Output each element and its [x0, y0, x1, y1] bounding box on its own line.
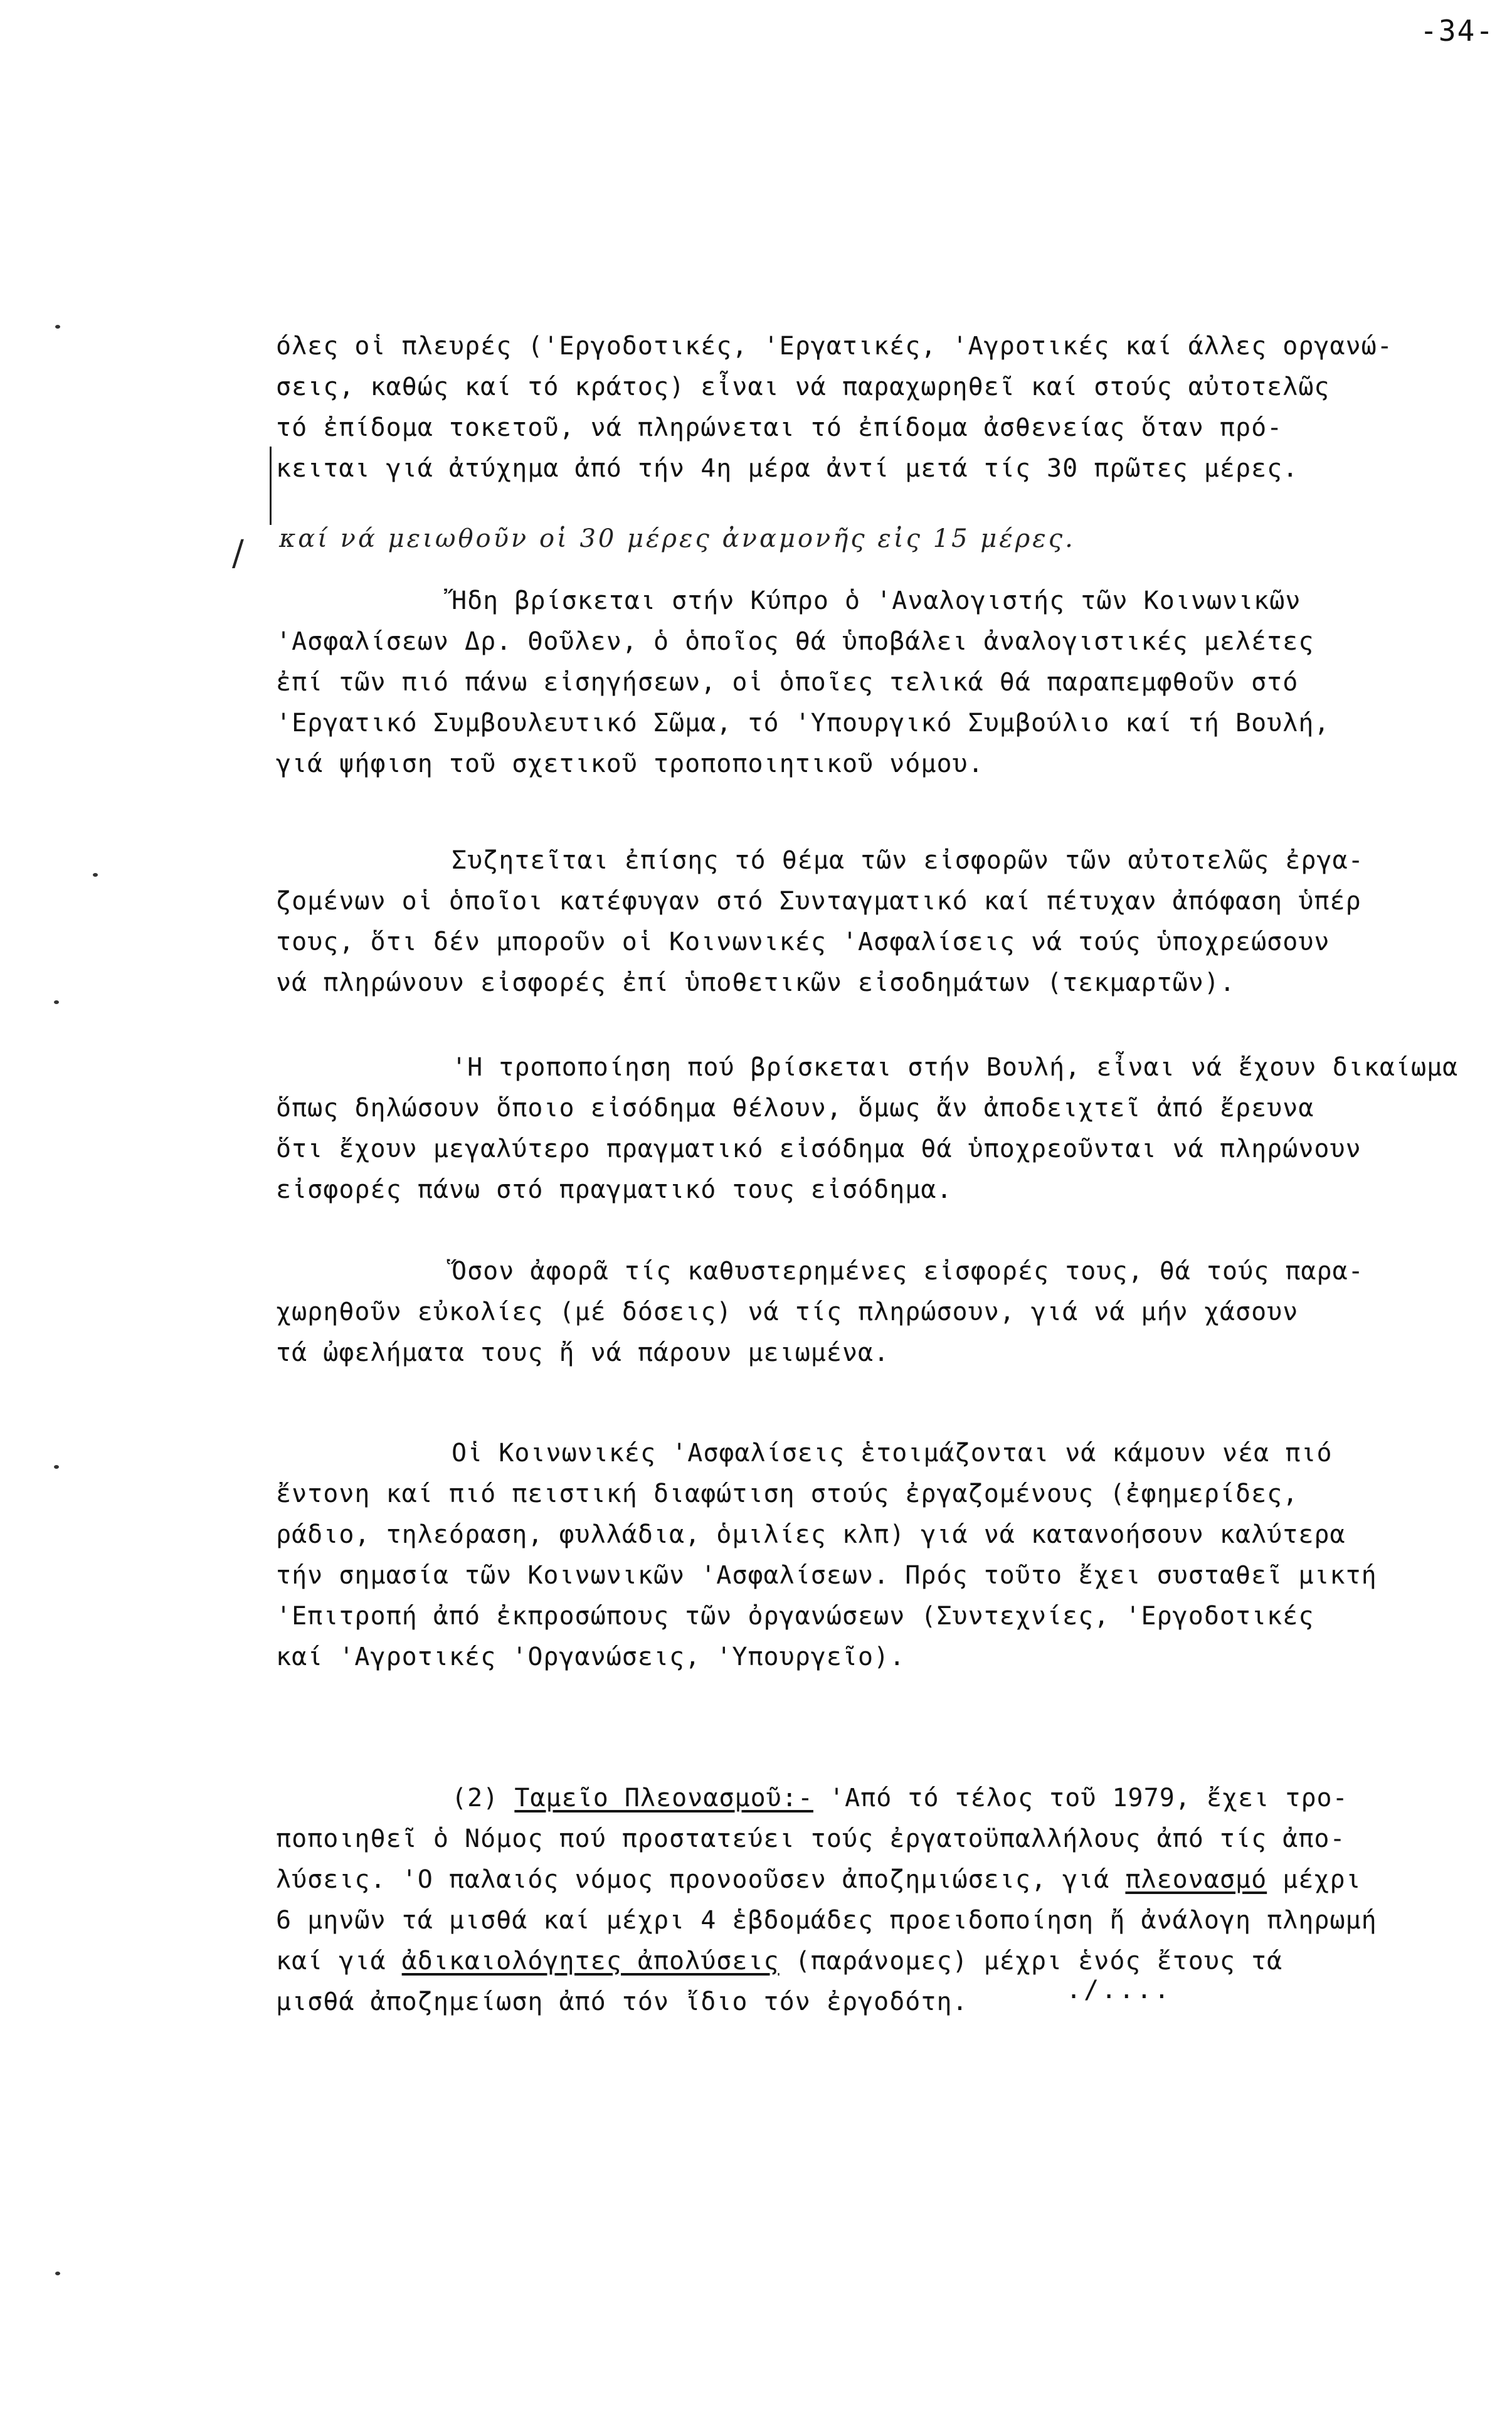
text-line: σεις, καθώς καί τό κράτος) εἶναι νά παραχωρηθεῖ καί στούς αὐτοτελῶς — [276, 373, 1330, 401]
text-line: τά ὠφελήματα τους ἤ νά πάρουν μειωμένα. — [276, 1338, 890, 1367]
paragraph-7 — [276, 1778, 1405, 2023]
paragraph-3 — [276, 840, 1405, 1003]
text-line: ζομένων οἱ ὁποῖοι κατέφυγαν στό Συνταγματικό καί πέτυχαν ἀπόφαση ὑπέρ — [276, 887, 1361, 916]
text-line: Οἱ Κοινωνικές 'Ασφαλίσεις ἑτοιμάζονται νά κάμουν νέα πιό — [452, 1439, 1333, 1468]
text-line: τους, ὅτι δέν μποροῦν οἱ Κοινωνικές 'Ασφαλίσεις νά τούς ὑποχρεώσουν — [276, 928, 1330, 956]
scan-speck — [55, 325, 60, 329]
text-line: Ὅσον ἀφορᾶ τίς καθυστερημένες εἰσφορές τους, θά τούς παρα- — [452, 1257, 1364, 1286]
text-line: 'Η τροποποίηση πού βρίσκεται στήν Βουλή, εἶναι νά ἔχουν δικαίωμα — [452, 1053, 1459, 1082]
margin-slash-mark: / — [232, 533, 244, 574]
text-line — [276, 1941, 1405, 1982]
scan-speck — [93, 873, 98, 877]
text-line: εἰσφορές πάνω στό πραγματικό τους εἰσόδημα. — [276, 1175, 953, 1204]
text-line: κειται γιά ἀτύχημα ἀπό τήν 4η μέρα ἀντί μετά τίς 30 πρῶτες μέρες. — [276, 454, 1299, 483]
section-number: (2) — [452, 1784, 499, 1812]
text-line: νά πληρώνουν εἰσφορές ἐπί ὑποθετικῶν εἰσοδημάτων (τεκμαρτῶν). — [276, 968, 1236, 997]
text-segment: καί γιά — [276, 1947, 402, 1976]
text-line: τό ἐπίδομα τοκετοῦ, νά πληρώνεται τό ἐπίδομα ἀσθενείας ὅταν πρό- — [276, 413, 1283, 442]
text-line: ἔντονη καί πιό πειστική διαφώτιση στούς ἐργαζομένους (ἐφημερίδες, — [276, 1479, 1299, 1508]
scan-speck — [54, 1465, 59, 1469]
section-first-line: 'Από τό τέλος τοῦ 1979, ἔχει τρο- — [829, 1784, 1348, 1812]
text-line: ἐπί τῶν πιό πάνω εἰσηγήσεων, οἱ ὁποῖες τελικά θά παραπεμφθοῦν στό — [276, 668, 1299, 697]
paragraph-1 — [276, 326, 1405, 489]
text-line: τήν σημασία τῶν Κοινωνικῶν 'Ασφαλίσεων. Πρός τοῦτο ἔχει συσταθεῖ μικτή — [276, 1561, 1377, 1590]
section-heading: Ταμεῖο Πλεονασμοῦ:- — [514, 1784, 813, 1812]
text-segment: μέχρι — [1267, 1865, 1361, 1894]
text-line: καί 'Αγροτικές 'Οργανώσεις, 'Υπουργεῖο). — [276, 1643, 906, 1671]
scan-speck — [54, 1000, 59, 1004]
text-line — [276, 1778, 1405, 1819]
text-line: 'Επιτροπή ἀπό ἐκπροσώπους τῶν ὀργανώσεων (Συντεχνίες, 'Εργοδοτικές — [276, 1602, 1314, 1631]
text-line: χωρηθοῦν εὐκολίες (μέ δόσεις) νά τίς πληρώσουν, γιά νά μήν χάσουν — [276, 1298, 1299, 1326]
text-line: Ἤδη βρίσκεται στήν Κύπρο ὁ 'Αναλογιστής τῶν Κοινωνικῶν — [452, 586, 1301, 615]
text-line: Συζητεῖται ἐπίσης τό θέμα τῶν εἰσφορῶν τῶν αὐτοτελῶς ἐργα- — [452, 846, 1364, 875]
text-line: 'Εργατικό Συμβουλευτικό Σῶμα, τό 'Υπουργικό Συμβούλιο καί τή Βουλή, — [276, 709, 1330, 738]
text-line — [276, 1860, 1405, 1900]
paragraph-6 — [276, 1433, 1405, 1678]
text-line: ράδιο, τηλεόραση, φυλλάδια, ὁμιλίες κλπ) γιά νά κατανοήσουν καλύτερα — [276, 1520, 1346, 1549]
underlined-term: ἀδικαιολόγητες ἀπολύσεις — [401, 1947, 780, 1976]
underlined-term: πλεονασμό — [1125, 1865, 1267, 1894]
paragraph-4 — [276, 1047, 1459, 1210]
text-segment: λύσεις. 'Ο παλαιός νόμος προνοοῦσεν ἀποζημιώσεις, γιά — [276, 1865, 1126, 1894]
margin-vertical-mark — [270, 447, 272, 525]
text-segment: (παράνομες) μέχρι ἑνός ἔτους τά — [779, 1947, 1283, 1976]
text-line: μισθά ἀποζημείωση ἀπό τόν ἴδιο τόν ἐργοδότη. — [276, 1987, 968, 2016]
text-line: ὅτι ἔχουν μεγαλύτερο πραγματικό εἰσόδημα θά ὑποχρεοῦνται νά πληρώνουν — [276, 1135, 1361, 1163]
text-line: ὅπως δηλώσουν ὅποιο εἰσόδημα θέλουν, ὅμως ἄν ἀποδειχτεῖ ἀπό ἔρευνα — [276, 1094, 1314, 1123]
page-number: -34- — [1420, 14, 1494, 48]
text-line: 'Ασφαλίσεων Δρ. Θοῦλεν, ὁ ὁποῖος θά ὑποβάλει ἀναλογιστικές μελέτες — [276, 627, 1314, 656]
text-line: γιά ψήφιση τοῦ σχετικοῦ τροποποιητικοῦ νόμου. — [276, 749, 984, 778]
text-line: ποποιηθεῖ ὁ Νόμος πού προστατεύει τούς ἐργατοϋπαλλήλους ἀπό τίς ἀπο- — [276, 1824, 1346, 1853]
text-line: όλες οἱ πλευρές ('Εργοδοτικές, 'Εργατικές, 'Αγροτικές καί άλλες οργανώ- — [276, 332, 1393, 361]
text-line: 6 μηνῶν τά μισθά καί μέχρι 4 ἑβδομάδες προειδοποίηση ἤ ἀνάλογη πληρωμή — [276, 1906, 1377, 1935]
paragraph-5 — [276, 1251, 1405, 1373]
scan-speck — [55, 2272, 60, 2275]
paragraph-2 — [276, 581, 1405, 785]
handwritten-note: καί νά μειωθοῦν οἱ 30 μέρες ἀναμονῆς εἰς 15 μέρες. — [279, 524, 1076, 553]
continuation-mark: ./.... — [1066, 1976, 1172, 2004]
